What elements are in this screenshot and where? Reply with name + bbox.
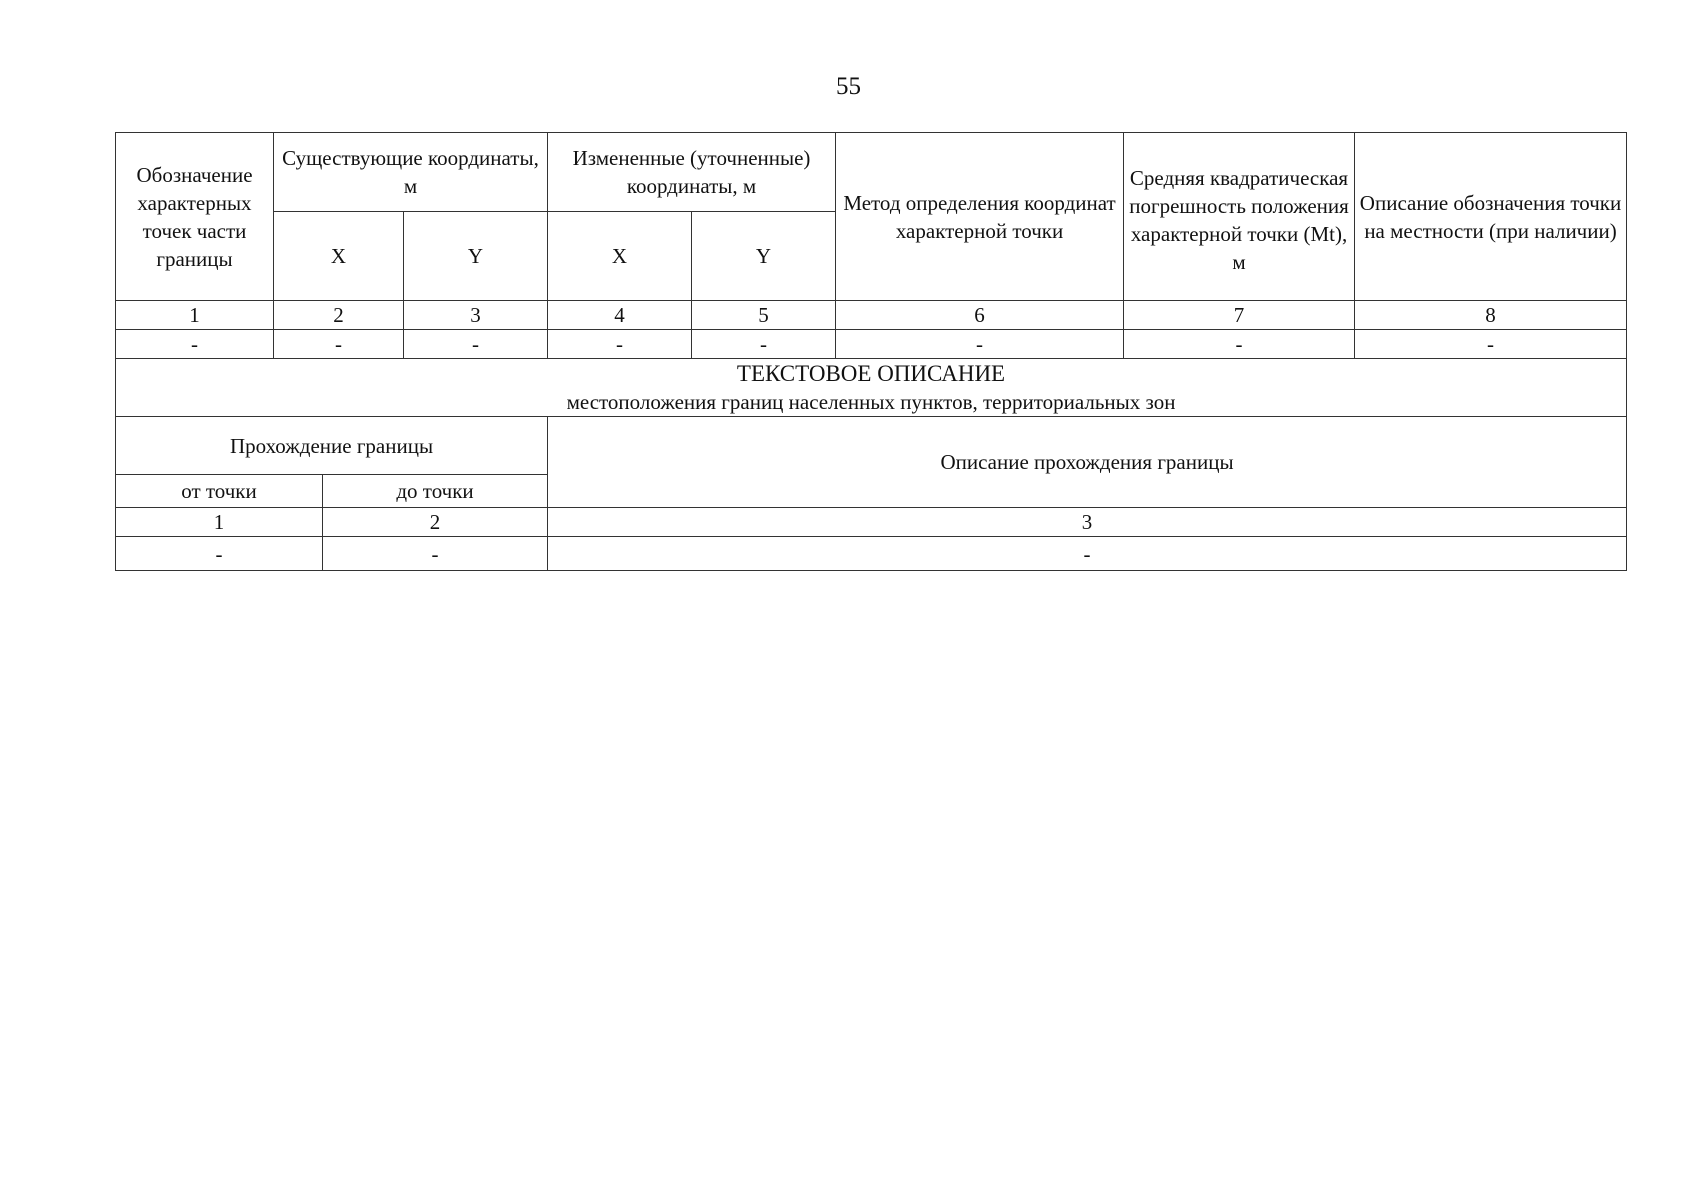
table-cell: - <box>404 330 548 359</box>
column-number: 6 <box>836 301 1124 330</box>
column-number: 8 <box>1355 301 1627 330</box>
column-number: 1 <box>116 301 274 330</box>
header-changed-x: X <box>548 212 692 301</box>
table-cell: - <box>836 330 1124 359</box>
column-number: 7 <box>1124 301 1355 330</box>
header-changed-y: Y <box>692 212 836 301</box>
table-cell: - <box>548 330 692 359</box>
coordinates-table <box>115 132 1627 417</box>
table-cell: - <box>274 330 404 359</box>
text-description-section <box>116 359 1627 417</box>
column-number: 5 <box>692 301 836 330</box>
header-mean-square-error: Средняя квадратическая погрешность положения характерной точки (Mt), м <box>1124 133 1355 301</box>
column-number: 1 <box>116 508 323 537</box>
column-number: 4 <box>548 301 692 330</box>
header-passage-description: Описание прохождения границы <box>548 417 1627 508</box>
column-number: 3 <box>404 301 548 330</box>
table-cell: - <box>1355 330 1627 359</box>
table-cell: - <box>323 537 548 571</box>
table-cell: - <box>548 537 1627 571</box>
header-boundary-passage: Прохождение границы <box>116 417 548 475</box>
header-changed-coordinates: Измененные (уточненные) координаты, м <box>548 133 836 212</box>
header-existing-y: Y <box>404 212 548 301</box>
column-number-row <box>116 508 1627 537</box>
table-cell: - <box>1124 330 1355 359</box>
page-number: 55 <box>836 73 861 100</box>
header-existing-coordinates: Существующие координаты, м <box>274 133 548 212</box>
header-from-point: от точки <box>116 475 323 508</box>
column-number-row <box>116 301 1627 330</box>
header-method: Метод определения координат характерной точки <box>836 133 1124 301</box>
header-existing-x: X <box>274 212 404 301</box>
column-number: 2 <box>274 301 404 330</box>
column-number: 3 <box>548 508 1627 537</box>
column-number: 2 <box>323 508 548 537</box>
boundary-description-table <box>115 416 1627 571</box>
header-designation: Обозначение характерных точек части границы <box>116 133 274 301</box>
table-row <box>116 537 1627 571</box>
header-point-description: Описание обозначения точки на местности (при наличии) <box>1355 133 1627 301</box>
section-subtitle: местоположения границ населенных пунктов, территориальных зон <box>566 390 1176 414</box>
header-to-point: до точки <box>323 475 548 508</box>
table-cell: - <box>116 330 274 359</box>
table-cell: - <box>116 537 323 571</box>
table-cell: - <box>692 330 836 359</box>
table-row <box>116 330 1627 359</box>
section-title: ТЕКСТОВОЕ ОПИСАНИЕ <box>736 361 1006 386</box>
